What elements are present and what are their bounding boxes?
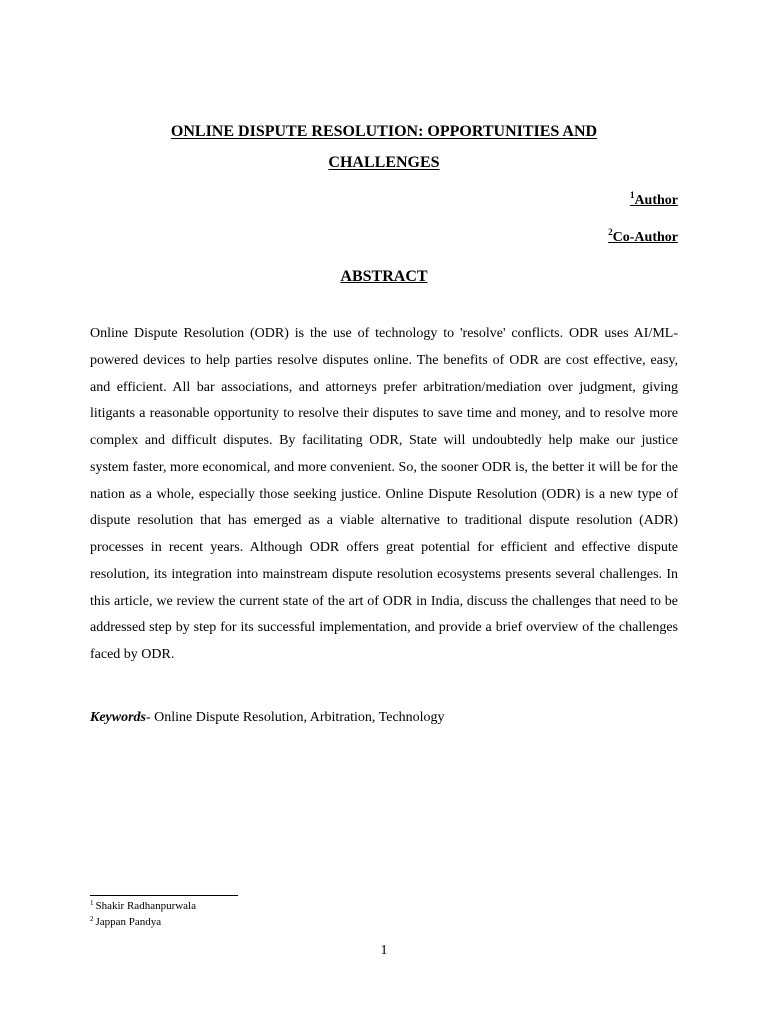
footnote-divider — [90, 895, 238, 896]
footnote-2 — [90, 916, 161, 928]
title-line-2: CHALLENGES — [328, 154, 440, 171]
author-line — [629, 190, 678, 209]
footnote-1-text: Shakir Radhanpurwala — [95, 900, 196, 912]
document-title — [90, 116, 678, 178]
abstract-body: Online Dispute Resolution (ODR) is the use of technology to 'resolve' conflicts. ODR uses AI/ML-powered devices to help parties resolve disputes online. The benefits of ODR are cost effective, easy, and efficient. All bar associations, and attorneys prefer arbitration/mediation over judgment, giving litigants a reasonable opportunity to resolve their disputes to save time and money, and to resolve more complex and difficult disputes. By facilitating ODR, State will undoubtedly help make our justice system faster, more economical, and more convenient. So, the sooner ODR is, the better it will be for the nation as a whole, especially those seeking justice. Online Dispute Resolution (ODR) is a new type of dispute resolution that has emerged as a viable alternative to traditional dispute resolution (ADR) processes in recent years. Although ODR offers great potential for efficient and effective dispute resolution, its integration into mainstream dispute resolution ecosystems presents several challenges. In this article, we review the current state of the art of ODR in India, discuss the challenges that need to be addressed step by step for its successful implementation, and provide a brief overview of the challenges faced by ODR. — [90, 326, 678, 662]
footnote-2-text: Jappan Pandya — [95, 916, 162, 928]
author-footnote-marker: 1 — [629, 190, 635, 200]
keywords-text: - Online Dispute Resolution, Arbitration, Technology — [146, 710, 445, 725]
footnote-1 — [90, 900, 196, 912]
footnote-1-marker: 1 — [90, 899, 94, 907]
page-number: 1 — [380, 943, 388, 958]
title-line-1: ONLINE DISPUTE RESOLUTION: OPPORTUNITIES AND — [170, 123, 598, 140]
keywords-label: Keywords — [90, 710, 146, 725]
keywords-line — [90, 710, 678, 726]
abstract-heading: ABSTRACT — [340, 268, 428, 285]
co-author-label: Co-Author — [612, 230, 678, 245]
author-label: Author — [634, 193, 678, 208]
footnote-2-marker: 2 — [90, 915, 94, 923]
co-author-line — [608, 227, 678, 246]
co-author-footnote-marker: 2 — [608, 227, 613, 237]
